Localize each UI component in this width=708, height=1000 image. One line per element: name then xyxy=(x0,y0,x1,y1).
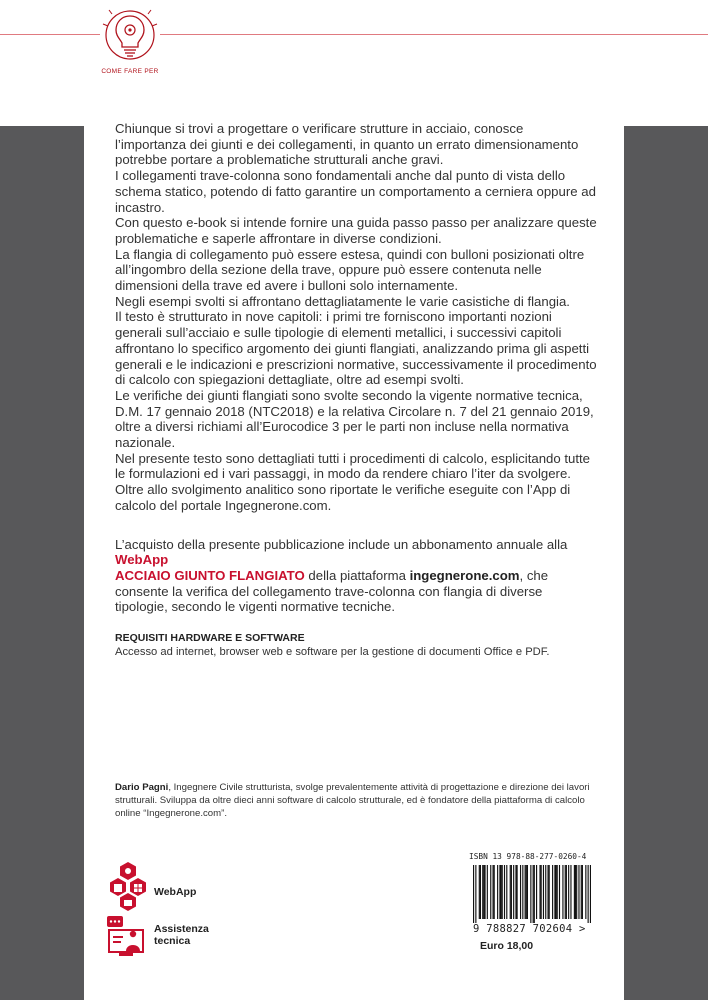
webapp-icon xyxy=(105,860,151,912)
service-badges xyxy=(105,860,225,960)
barcode-bar xyxy=(522,865,523,919)
barcode-bar xyxy=(585,865,586,919)
barcode-bar xyxy=(511,865,512,919)
barcode-bar xyxy=(525,865,526,919)
barcode-bar xyxy=(543,865,544,919)
barcode-bar xyxy=(487,865,488,919)
barcode-bar xyxy=(533,865,534,923)
paragraph: Con questo e-book si intende fornire una guida passo passo per analizzare queste problematiche e saperle affrontare in diverse condizioni. xyxy=(115,215,597,246)
barcode-bar xyxy=(549,865,550,919)
webapp-highlight: WebApp xyxy=(115,552,169,568)
barcode-bar xyxy=(499,865,500,919)
barcode-bar xyxy=(574,865,575,919)
barcode-bar xyxy=(490,865,491,919)
paragraph: Oltre allo svolgimento analitico sono riportate le verifiche eseguite con l’App di calcolo del portale Ingegnerone.com. xyxy=(115,482,571,513)
barcode-bar xyxy=(492,865,493,919)
barcode-bar xyxy=(541,865,542,919)
requirements-text: Accesso ad internet, browser web e software per la gestione di documenti Office e PDF. xyxy=(115,646,550,659)
barcode-bar xyxy=(576,865,577,919)
paragraph: La flangia di collegamento può essere estesa, quindi con bulloni posizionati oltre all’ingombro della sezione della trave, oppure può essere contenuta nelle dimensioni della trave ed avere i bulloni solo internamente. xyxy=(115,246,585,294)
barcode-bar xyxy=(482,865,483,919)
barcode-bar xyxy=(497,865,498,919)
promo-text: della piattaforma xyxy=(304,567,410,583)
author-description: , Ingegnere Civile strutturista, svolge prevalentemente attività di progettazione e direzione dei lavori strutturali. Sviluppa da oltre dieci anni software di calcolo strutturale, ed è fondatore della piattaforma di calcolo online “Ingegnerone.com”. xyxy=(115,782,590,819)
barcode-bar xyxy=(547,865,548,919)
paragraph: Chiunque si trovi a progettare o verificare strutture in acciaio, conosce l’importanza dei giunti e dei collegamenti, in quanto un errato dimensionamento potrebbe portare a problematiche strutturali anche gravi. xyxy=(115,121,579,168)
barcode-bar xyxy=(552,865,553,919)
barcode-bar xyxy=(504,865,505,919)
barcode-bar xyxy=(502,865,503,919)
site-name: ingegnerone.com xyxy=(409,567,520,583)
left-side-band xyxy=(0,126,84,1000)
barcode-bar xyxy=(484,865,485,919)
barcode-bar xyxy=(565,865,566,919)
isbn-barcode-block xyxy=(469,852,599,972)
support-icon xyxy=(105,914,151,960)
subscription-notice xyxy=(115,537,597,616)
author-bio xyxy=(115,781,597,820)
barcode xyxy=(473,865,591,923)
barcode-bar xyxy=(526,865,527,919)
back-cover-content xyxy=(115,121,597,659)
barcode-bar xyxy=(534,865,535,923)
barcode-bar xyxy=(520,865,521,919)
description xyxy=(115,121,597,514)
paragraph: Il testo è strutturato in nove capitoli: i primi tre forniscono importanti nozioni generali sull’acciaio e sulle tipologie di elementi metallici, i successivi capitoli affrontano lo specifico argomento dei giunti flangiati, analizzando prima gli aspetti generali e le indicazioni e prescrizioni normative, successivamente il procedimento di calcolo con spiegazioni dettagliate, oltre ad esempi svolti. xyxy=(115,309,597,388)
price: Euro 18,00 xyxy=(480,940,534,952)
barcode-bar xyxy=(557,865,558,919)
barcode-bar xyxy=(515,865,516,919)
barcode-bar xyxy=(473,865,474,923)
barcode-bar xyxy=(501,865,502,919)
barcode-bar xyxy=(554,865,555,919)
barcode-bar xyxy=(590,865,591,923)
barcode-bar xyxy=(480,865,481,919)
barcode-bar xyxy=(545,865,546,919)
barcode-bar xyxy=(483,865,484,919)
publisher-logo xyxy=(100,6,160,96)
right-side-band xyxy=(624,126,708,1000)
barcode-bar xyxy=(555,865,556,919)
barcode-bar xyxy=(582,865,583,919)
barcode-bar xyxy=(517,865,518,919)
webapp-badge-label: WebApp xyxy=(154,886,197,898)
barcode-bar xyxy=(568,865,569,919)
lightbulb-icon xyxy=(100,6,160,68)
isbn-number: ISBN 13 978-88-277-0260-4 xyxy=(469,852,587,861)
barcode-bar xyxy=(581,865,582,919)
barcode-bar xyxy=(566,865,567,919)
barcode-bar xyxy=(575,865,576,919)
promo-text: , che consente la verifica del collegamento trave-colonna con flangia di diverse tipologie, secondo le vigenti normative tecniche. xyxy=(115,567,549,615)
barcode-bar xyxy=(588,865,589,923)
author-name: Dario Pagni xyxy=(115,782,169,793)
promo-text: L’acquisto della presente pubblicazione include un abbonamento annuale alla xyxy=(115,536,568,552)
barcode-bar xyxy=(559,865,560,919)
barcode-bar xyxy=(530,865,531,923)
requirements-title: REQUISITI HARDWARE E SOFTWARE xyxy=(115,632,305,645)
barcode-bar xyxy=(539,865,540,919)
barcode-bar xyxy=(527,865,528,919)
product-name: ACCIAIO GIUNTO FLANGIATO xyxy=(115,567,305,583)
barcode-bar xyxy=(536,865,537,919)
barcode-bar xyxy=(513,865,514,919)
barcode-digits: 9 788827 702604 > xyxy=(473,923,586,935)
barcode-bar xyxy=(562,865,563,919)
barcode-bar xyxy=(570,865,571,919)
logo-text: COME FARE PER xyxy=(101,68,159,75)
barcode-bar xyxy=(506,865,507,919)
paragraph: I collegamenti trave-colonna sono fondamentali anche dal punto di vista dello schema statico, potendo di fatto garantire un comportamento a cerniera oppure ad incastro. xyxy=(115,168,596,215)
barcode-bar xyxy=(578,865,579,919)
barcode-bar xyxy=(475,865,476,923)
paragraph: Nel presente testo sono dettagliati tutti i procedimenti di calcolo, esplicitando tutte le formulazioni ed i vari passaggi, in modo da rendere chiaro l’iter da svolgere. xyxy=(115,450,591,482)
support-badge-label-2: tecnica xyxy=(154,935,191,947)
barcode-bar xyxy=(479,865,480,919)
barcode-bar xyxy=(510,865,511,919)
paragraph: Le verifiche dei giunti flangiati sono svolte secondo la vigente normative tecnica, D.M. 17 gennaio 2018 (NTC2018) e la relativa Circolare n. 7 del 21 gennaio 2019, oltre a diversi richiami all’Eurocodice 3 per le parti non incluse nella normativa nazionale. xyxy=(115,387,594,451)
paragraph: Negli esempi svolti si affrontano dettagliatamente le varie casistiche di flangia. xyxy=(115,293,570,309)
barcode-bar xyxy=(494,865,495,919)
support-badge-label-1: Assistenza xyxy=(154,923,209,935)
